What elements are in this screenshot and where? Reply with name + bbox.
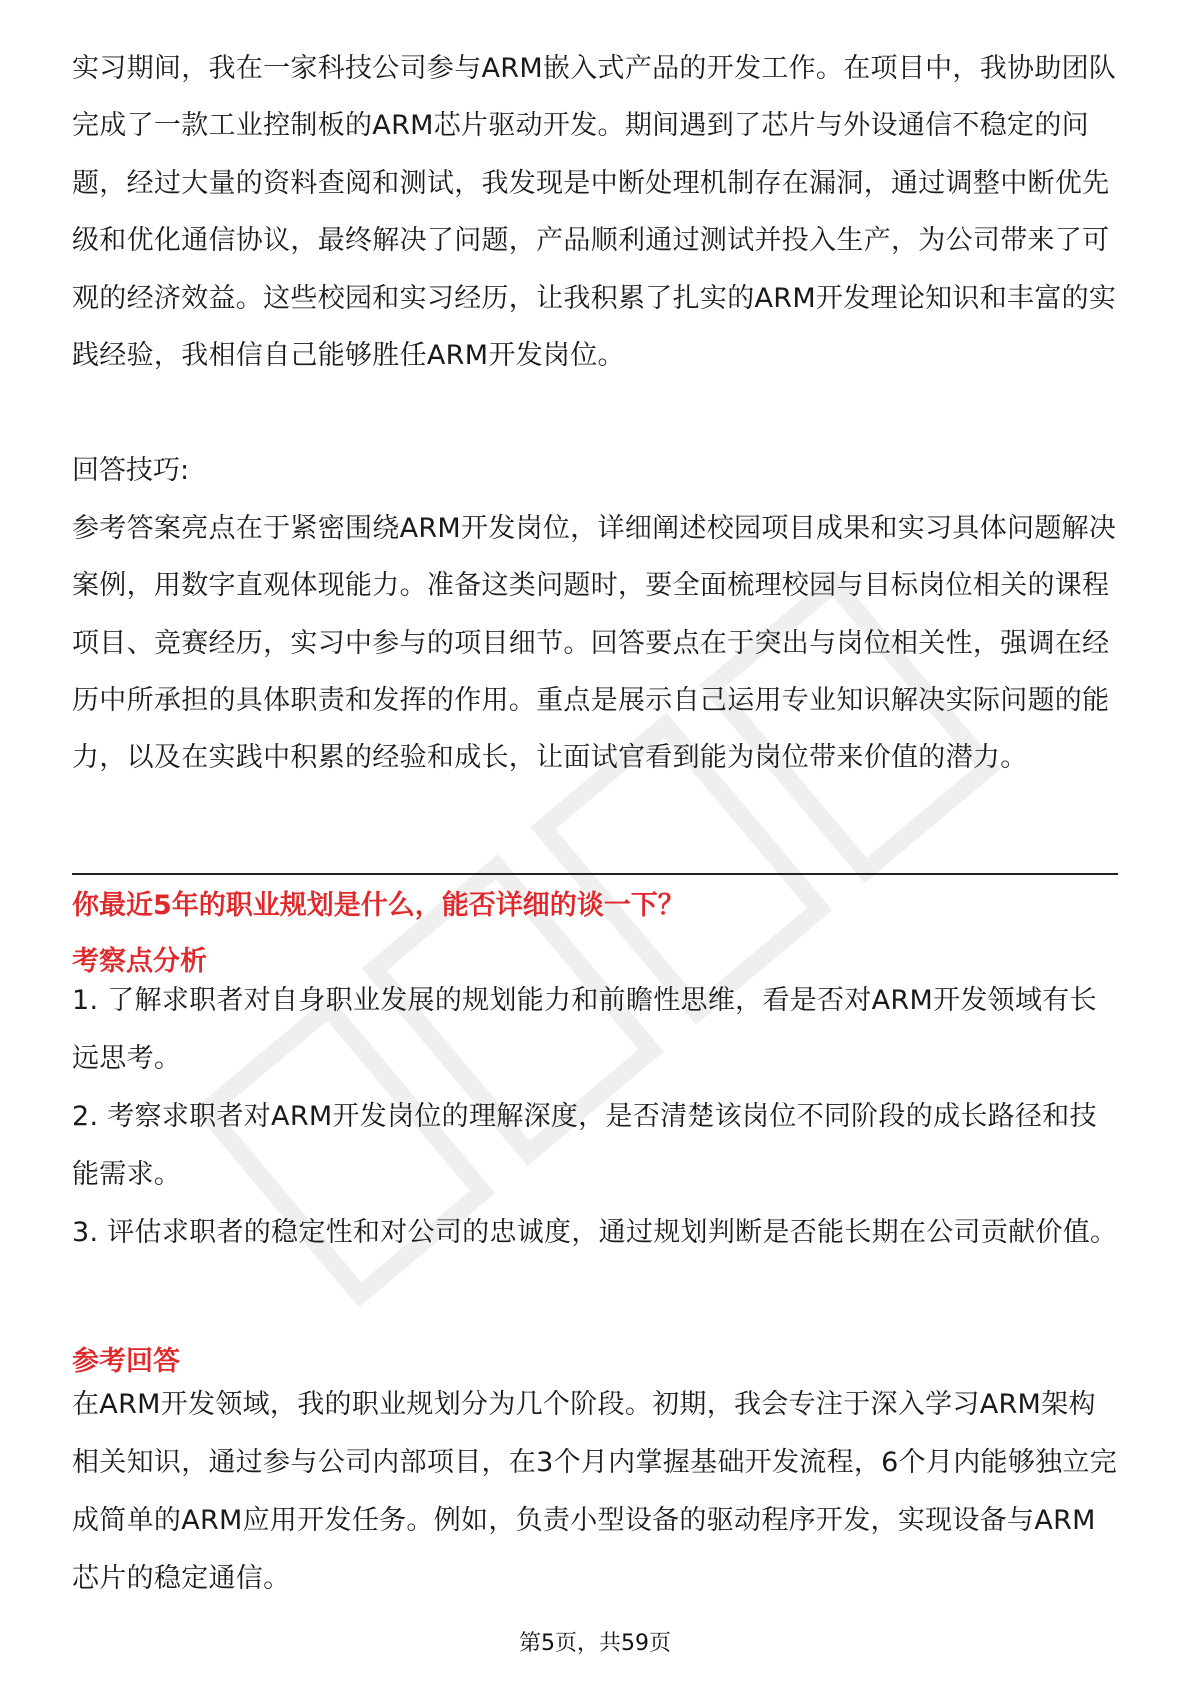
- section-divider: [72, 873, 1118, 875]
- answer-heading: 参考回答: [72, 1346, 180, 1377]
- tips-paragraph: 参考答案亮点在于紧密围绕ARM开发岗位，详细阐述校园项目成果和实习具体问题解决案例，用数字直观体现能力。准备这类问题时，要全面梳理校园与目标岗位相关的课程项目、竞赛经历，实习中参与的项目细节。回答要点在于突出与岗位相关性，强调在经历中所承担的具体职责和发挥的作用。重点是展示自己运用专业知识解决实际问题的能力，以及在实践中积累的经验和成长，让面试官看到能为岗位带来价值的潜力。: [72, 512, 1117, 774]
- question-title: 你最近5年的职业规划是什么，能否详细的谈一下？: [72, 890, 685, 921]
- tips-label: 回答技巧:: [72, 455, 190, 487]
- intro-paragraph: 实习期间，我在一家科技公司参与ARM嵌入式产品的开发工作。在项目中，我协助团队完成了一款工业控制板的ARM芯片驱动开发。期间遇到了芯片与外设通信不稳定的问题，经过大量的资料查阅和测试，我发现是中断处理机制存在漏洞，通过调整中断优先级和优化通信协议，最终解决了问题，产品顺利通过测试并投入生产，为公司带来了可观的经济效益。这些校园和实习经历，让我积累了扎实的ARM开发理论知识和丰富的实践经验，我相信自己能够胜任ARM开发岗位。: [72, 53, 1117, 372]
- page-footer: 第5页，共59页: [519, 1631, 671, 1656]
- analysis-heading: 考察点分析: [72, 946, 207, 977]
- page-content: [72, 40, 1118, 787]
- answer-block: [72, 1376, 1118, 1608]
- answer-paragraph: 在ARM开发领域，我的职业规划分为几个阶段。初期，我会专注于深入学习ARM架构相关知识，通过参与公司内部项目，在3个月内掌握基础开发流程，6个月内能够独立完成简单的ARM应用开发任务。例如，负责小型设备的驱动程序开发，实现设备与ARM芯片的稳定通信。: [72, 1389, 1118, 1594]
- analysis-item: 3. 评估求职者的稳定性和对公司的忠诚度，通过规划判断是否能长期在公司贡献价值。: [72, 1217, 1118, 1248]
- analysis-list: [72, 972, 1118, 1262]
- analysis-item: 2. 考察求职者对ARM开发岗位的理解深度，是否清楚该岗位不同阶段的成长路径和技能需求。: [72, 1101, 1097, 1190]
- analysis-item: 1. 了解求职者对自身职业发展的规划能力和前瞻性思维，看是否对ARM开发领域有长远思考。: [72, 985, 1097, 1074]
